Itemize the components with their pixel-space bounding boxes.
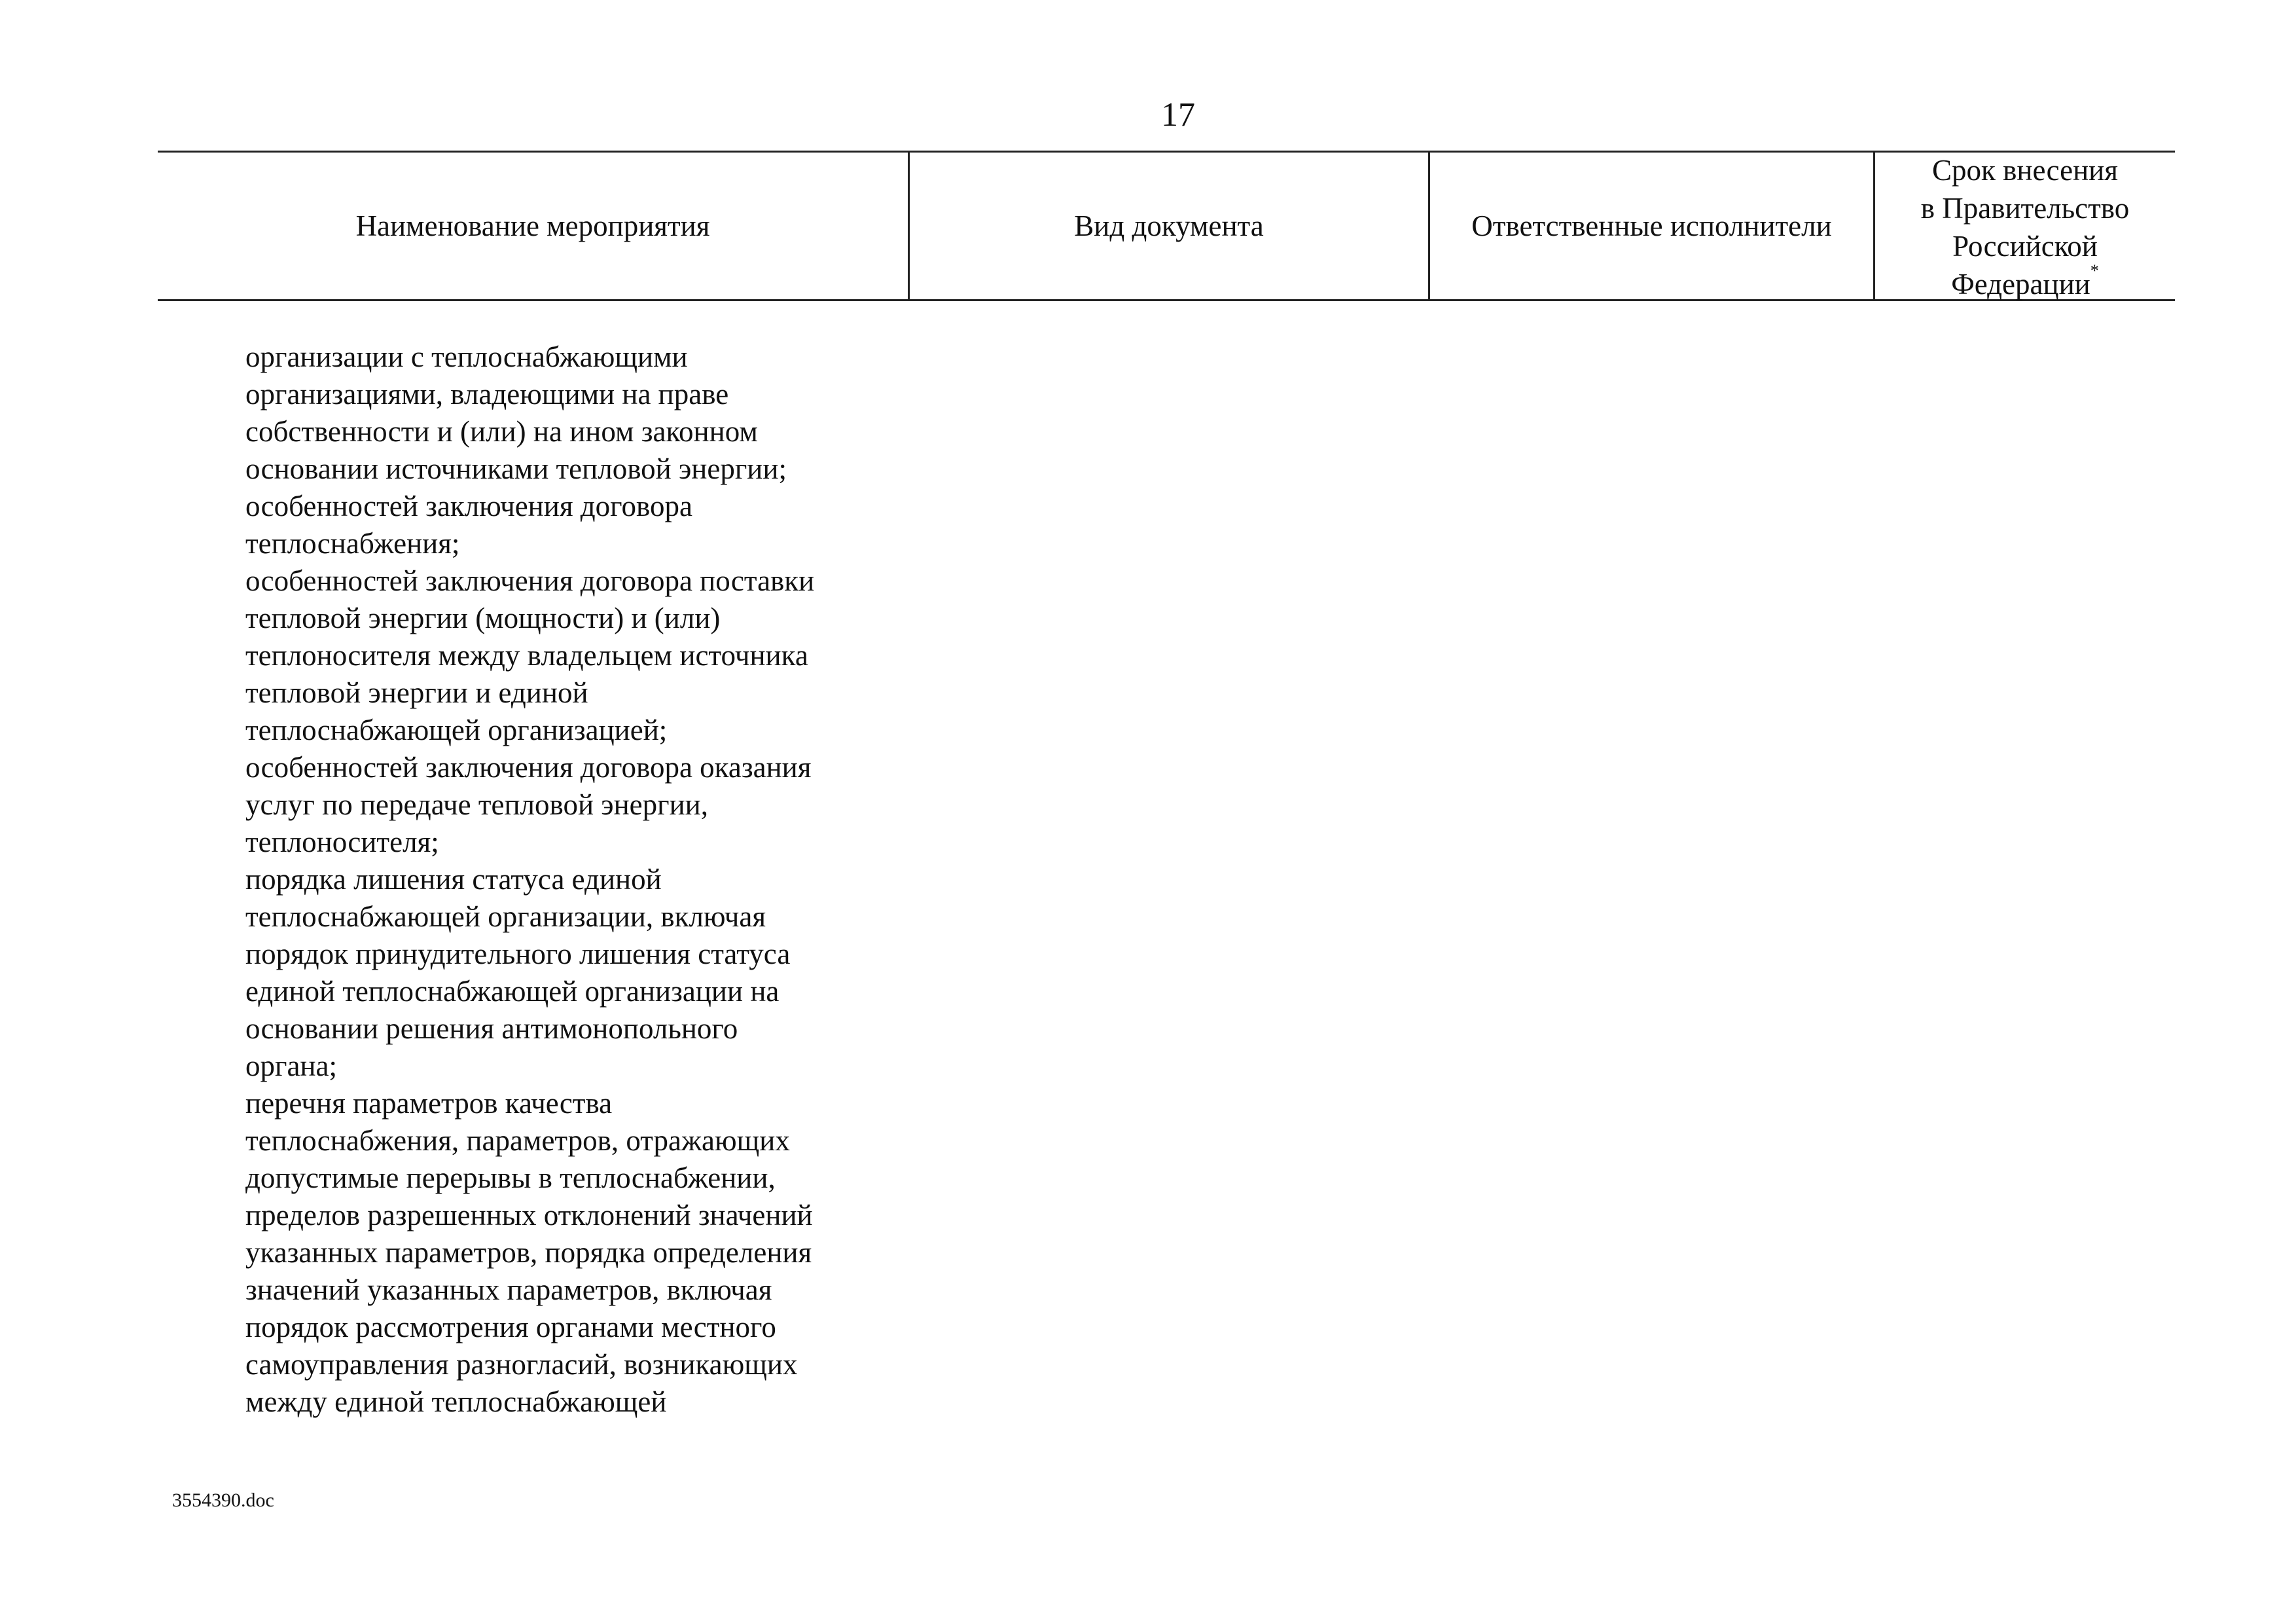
text-line: особенностей заключения договора <box>245 490 692 522</box>
text-line: организации с теплоснабжающими <box>245 340 688 373</box>
text-line: пределов разрешенных отклонений значений <box>245 1199 813 1231</box>
header-document-type: Вид документа <box>908 153 1428 299</box>
text-line: допустимые перерывы в теплоснабжении, <box>245 1161 776 1194</box>
document-file-name: 3554390.doc <box>172 1489 274 1511</box>
text-line: основании решения антимонопольного <box>245 1012 738 1045</box>
text-line: особенностей заключения договора оказания <box>245 751 812 784</box>
header-term-line: в Правительство <box>1920 192 2130 225</box>
text-line: теплоснабжающей организации, включая <box>245 900 766 933</box>
text-line: порядок рассмотрения органами местного <box>245 1311 776 1343</box>
text-line: основании источниками тепловой энергии; <box>245 452 787 485</box>
text-line: единой теплоснабжающей организации на <box>245 975 780 1008</box>
header-responsible-executors: Ответственные исполнители <box>1428 153 1873 299</box>
text-line: тепловой энергии и единой <box>245 676 588 709</box>
header-submission-deadline-text <box>1921 149 2130 303</box>
text-line: теплоснабжающей организацией; <box>245 714 668 746</box>
table-header <box>158 151 2175 301</box>
text-line: самоуправления разногласий, возникающих <box>245 1348 798 1381</box>
text-line: тепловой энергии (мощности) и (или) <box>245 602 721 634</box>
page-number: 17 <box>1161 96 1195 134</box>
header-term-line: Российской <box>1952 230 2098 263</box>
text-line: между единой теплоснабжающей <box>245 1385 667 1418</box>
text-line: порядок принудительного лишения статуса <box>245 938 791 970</box>
text-line: значений указанных параметров, включая <box>245 1273 772 1306</box>
text-line: особенностей заключения договора поставки <box>245 564 815 597</box>
text-line: собственности и (или) на ином законном <box>245 415 758 448</box>
header-submission-deadline <box>1873 153 2175 299</box>
header-event-name: Наименование мероприятия <box>355 210 710 242</box>
header-term-line-text: Федерации <box>1951 268 2090 301</box>
text-line: указанных параметров, порядка определения <box>245 1236 812 1269</box>
header-term-line <box>1921 261 2130 303</box>
text-line: теплоснабжения; <box>245 527 460 560</box>
text-line: теплоснабжения, параметров, отражающих <box>245 1124 790 1157</box>
text-line: организациями, владеющими на праве <box>245 378 729 410</box>
text-line: услуг по передаче тепловой энергии, <box>245 788 709 821</box>
text-line: порядка лишения статуса единой <box>245 863 662 896</box>
header-term-line: Срок внесения <box>1932 154 2118 187</box>
event-description <box>245 338 913 1421</box>
text-line: теплоносителя между владельцем источника <box>245 639 808 672</box>
text-line: теплоносителя; <box>245 826 439 858</box>
text-line: органа; <box>245 1049 337 1082</box>
footnote-mark: * <box>2090 261 2099 280</box>
text-line: перечня параметров качества <box>245 1087 613 1120</box>
